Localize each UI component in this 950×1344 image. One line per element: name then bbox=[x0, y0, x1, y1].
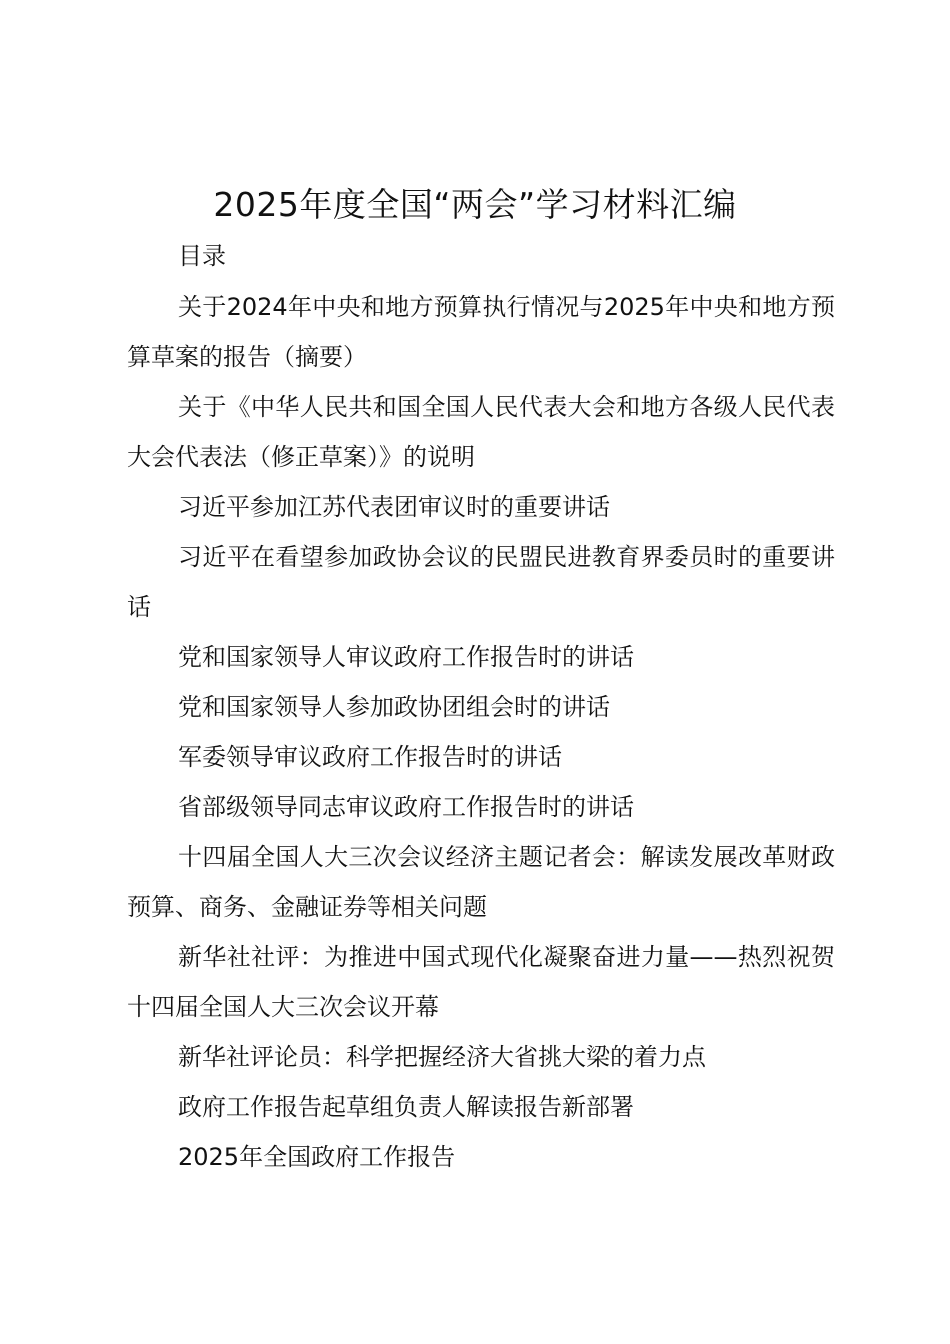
toc-item: 习近平在看望参加政协会议的民盟民进教育界委员时的重要讲话 bbox=[127, 543, 835, 621]
toc-item: 关于2024年中央和地方预算执行情况与2025年中央和地方预算草案的报告（摘要） bbox=[127, 293, 835, 371]
toc-item: 省部级领导同志审议政府工作报告时的讲话 bbox=[178, 793, 634, 821]
toc-item: 新华社社评：为推进中国式现代化凝聚奋进力量——热烈祝贺十四届全国人大三次会议开幕 bbox=[127, 943, 835, 1021]
toc-item: 政府工作报告起草组负责人解读报告新部署 bbox=[178, 1093, 634, 1121]
toc-heading: 目录 bbox=[178, 242, 226, 270]
toc-item: 军委领导审议政府工作报告时的讲话 bbox=[178, 743, 562, 771]
toc-item: 2025年全国政府工作报告 bbox=[178, 1143, 456, 1171]
toc-item: 十四届全国人大三次会议经济主题记者会：解读发展改革财政预算、商务、金融证券等相关问题 bbox=[127, 843, 835, 921]
toc-item: 关于《中华人民共和国全国人民代表大会和地方各级人民代表大会代表法（修正草案）》的说明 bbox=[127, 393, 835, 471]
toc-item: 党和国家领导人审议政府工作报告时的讲话 bbox=[178, 643, 634, 671]
toc-item: 习近平参加江苏代表团审议时的重要讲话 bbox=[178, 493, 610, 521]
document-title: 2025年度全国“两会”学习材料汇编 bbox=[213, 185, 737, 224]
toc-list bbox=[127, 282, 835, 1182]
toc-item: 党和国家领导人参加政协团组会时的讲话 bbox=[178, 693, 610, 721]
toc-item: 新华社评论员：科学把握经济大省挑大梁的着力点 bbox=[178, 1043, 706, 1071]
